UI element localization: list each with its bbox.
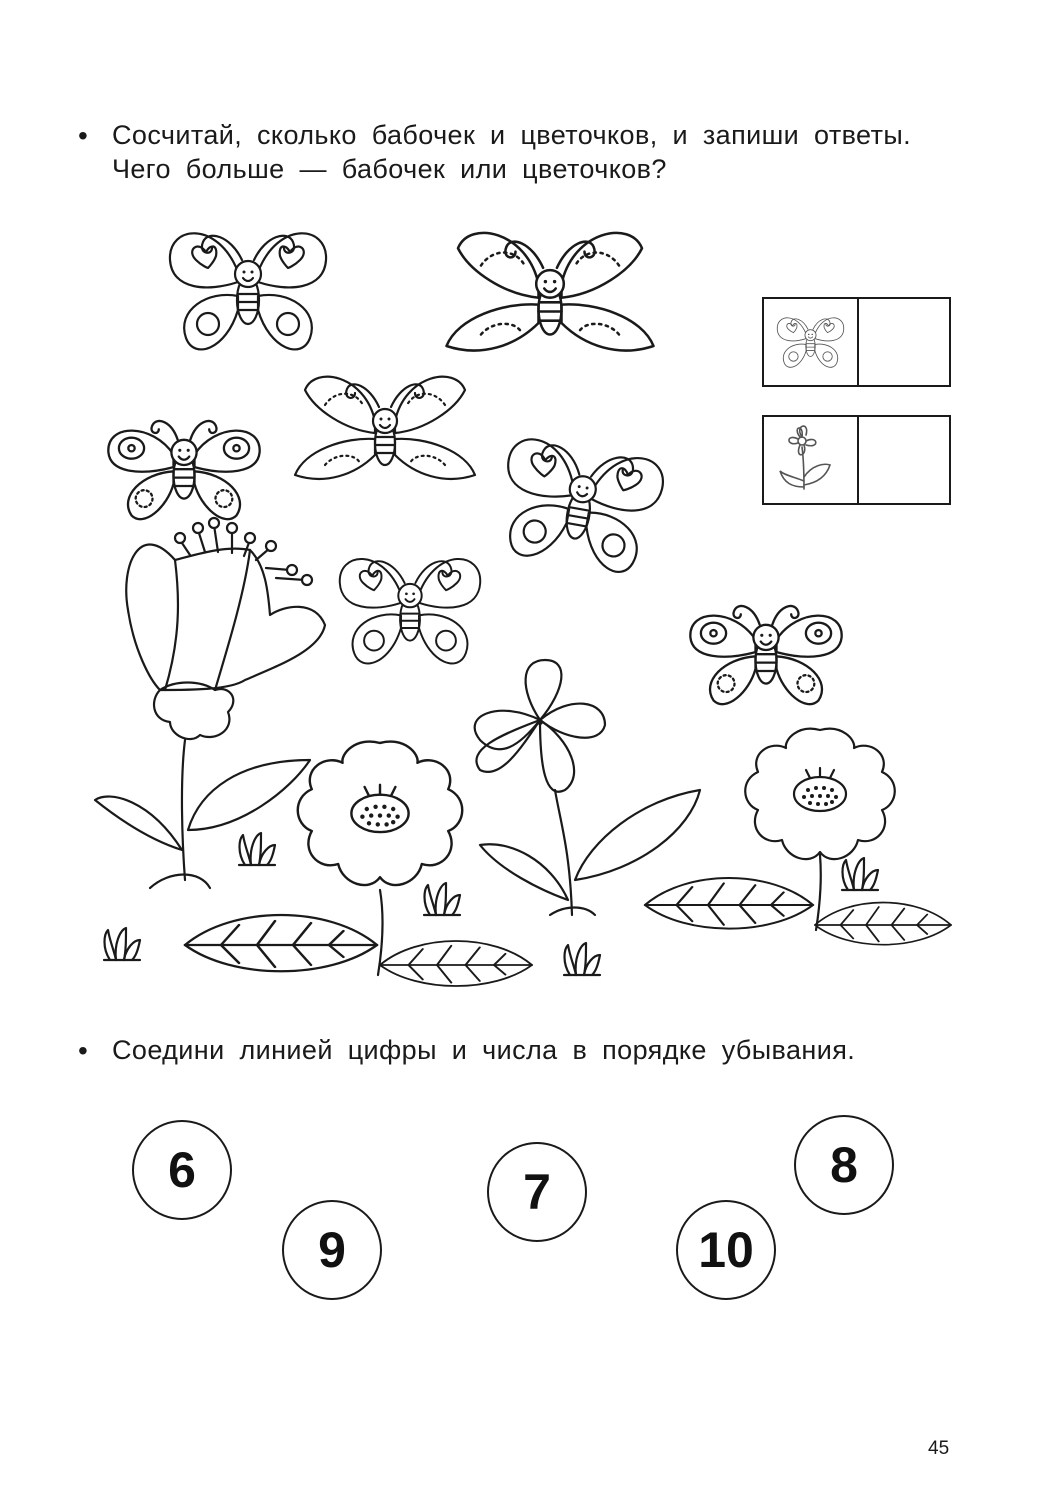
butterfly-7 (690, 606, 841, 704)
butterfly-1 (170, 233, 326, 349)
task-connect-instruction (78, 1034, 958, 1070)
butterfly-6 (340, 559, 481, 663)
number-circle-8[interactable]: 8 (794, 1115, 894, 1215)
butterfly-icon (764, 299, 859, 385)
task-text-line-2: Чего больше — бабочек или цветочков? (112, 154, 667, 184)
butterfly-count-cell[interactable] (859, 299, 949, 385)
number-circle-7[interactable]: 7 (487, 1142, 587, 1242)
flower-daisy-2 (745, 729, 895, 859)
flower-tulip (95, 518, 325, 888)
butterfly-2 (447, 233, 654, 351)
answer-box-flowers (762, 415, 951, 505)
number-circle-6[interactable]: 6 (132, 1120, 232, 1220)
task-text: Соедини линией цифры и числа в порядке убывания. (112, 1035, 856, 1065)
task-count-instruction (78, 119, 958, 189)
butterfly-3 (295, 377, 475, 479)
leaf-1 (185, 915, 377, 971)
grass-tuft-3 (424, 883, 460, 915)
bullet: • (78, 1035, 88, 1066)
number-circle-10[interactable]: 10 (676, 1200, 776, 1300)
answer-box-butterflies (762, 297, 951, 387)
flower-count-cell[interactable] (859, 417, 949, 503)
butterfly-4 (108, 421, 259, 519)
butterfly-5 (493, 436, 667, 577)
task-text-line-1: Сосчитай, сколько бабочек и цветочков, и запиши ответы. (112, 120, 912, 150)
leaf-2 (380, 941, 532, 986)
page-number: 45 (928, 1438, 950, 1459)
grass-tuft-5 (842, 858, 878, 890)
bullet: • (78, 120, 88, 151)
flower-five-petal (475, 660, 700, 915)
number-circle-9[interactable]: 9 (282, 1200, 382, 1300)
leaf-3 (645, 878, 813, 929)
grass-tuft-2 (239, 833, 275, 865)
leaf-4 (815, 903, 951, 945)
flower-icon (764, 417, 859, 503)
flower-daisy-1 (298, 742, 462, 885)
grass-tuft-1 (104, 928, 140, 960)
grass-tuft-4 (564, 943, 600, 975)
